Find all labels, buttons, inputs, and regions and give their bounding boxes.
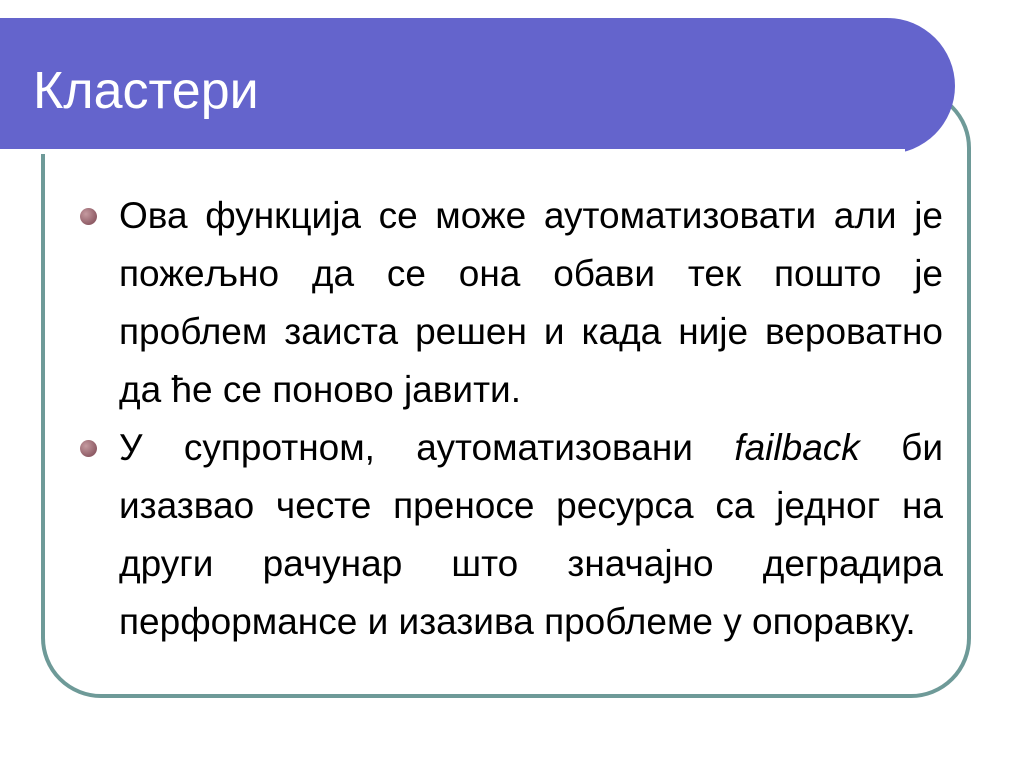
- bullet-text-part: У супротном, аутоматизовани: [119, 427, 735, 468]
- bullet-text-italic: failback: [734, 427, 860, 468]
- slide-title: Кластери: [33, 62, 259, 120]
- bullet-text: Ова функција се може аутоматизовати али је пожељно да се она обави тек пошто је проблем заиста решен и када није вероватно да ће се поново јавити.: [119, 195, 943, 410]
- bullet-dot-icon: [80, 440, 97, 457]
- bullet-item: [80, 187, 943, 419]
- title-bar: [0, 18, 955, 154]
- bullet-list: [80, 187, 943, 651]
- bullet-item: [80, 419, 943, 651]
- title-underline: [0, 149, 905, 154]
- bullet-text-part: би изазвао честе преносе ресурса са једног на други рачунар што значајно деградира перформансе и изазива проблеме у опоравку.: [119, 427, 943, 642]
- bullet-dot-icon: [80, 208, 97, 225]
